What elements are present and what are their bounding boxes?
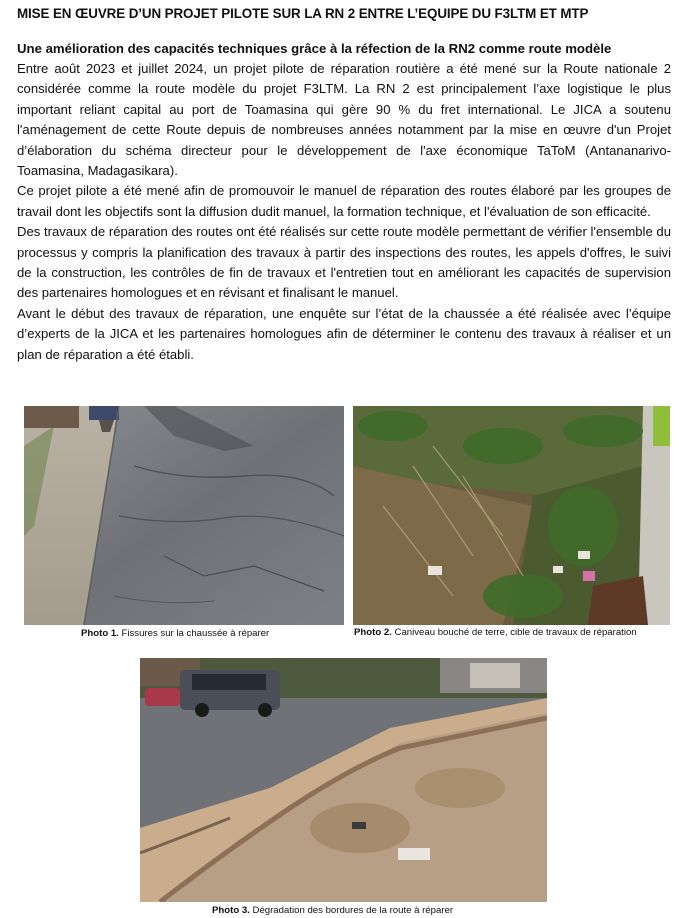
photo-2-label: Photo 2. bbox=[354, 627, 392, 638]
photo-1-text: Fissures sur la chaussée à réparer bbox=[121, 628, 270, 639]
paragraph-3: Des travaux de réparation des routes ont été réalisés sur cette route modèle permettant de vérifier l'ensemble du processus y compris la planification des travaux à partir des inspections des routes, les appels d'offres, le suivi de la construction, les contrôles de fin de travaux et l'entretien tout en améliorant les capacités de supervision des partenaires homologues et en révisant et finalisant le manuel. bbox=[17, 224, 671, 301]
document-title: MISE EN ŒUVRE D’UN PROJET PILOTE SUR LA RN 2 ENTRE L’EQUIPE DU F3LTM ET MTP bbox=[17, 6, 589, 21]
paragraph-4: Avant le début des travaux de réparation, une enquête sur l’état de la chaussée a été réalisée avec l’équipe d’experts de la JICA et les partenaires homologues afin de déterminer le contenu des travaux à réaliser et un plan de réparation a été établi. bbox=[17, 305, 671, 362]
photo-road-cracks bbox=[24, 406, 344, 625]
photo-3-caption bbox=[212, 905, 453, 916]
photo-2-caption bbox=[354, 627, 637, 638]
photo-3-text: Dégradation des bordures de la route à réparer bbox=[252, 905, 454, 916]
photo-1-caption bbox=[81, 628, 269, 639]
document-body bbox=[17, 59, 671, 365]
paragraph-2: Ce projet pilote a été mené afin de promouvoir le manuel de réparation des routes élaboré par les groupes de travail dont les objectifs sont la diffusion dudit manuel, la formation technique, et l'évaluation de son efficacité. bbox=[17, 183, 671, 219]
document-subtitle: Une amélioration des capacités techniques grâce à la réfection de la RN2 comme route modèle bbox=[17, 41, 612, 56]
photo-2-text: Caniveau bouché de terre, cible de travaux de réparation bbox=[394, 627, 637, 638]
photo-3-label: Photo 3. bbox=[212, 905, 250, 916]
photo-road-edge-damage bbox=[140, 658, 547, 902]
paragraph-1: Entre août 2023 et juillet 2024, un projet pilote de réparation routière a été mené sur la Route nationale 2 considérée comme la route modèle du projet F3LTM. La RN 2 est principalement l’axe logistique le plus important reliant capital au port de Toamasina qui gère 90 % du fret international. Le JICA a soutenu l'aménagement de cette Route depuis de nombreuses années notamment par la mise en œuvre d'un Projet d’élaboration du schéma directeur pour le développement de l'axe économique TaToM (Antananarivo-Toamasina, Madagasikara). bbox=[17, 61, 671, 179]
photo-1-label: Photo 1. bbox=[81, 628, 119, 639]
photo-clogged-ditch bbox=[353, 406, 670, 625]
